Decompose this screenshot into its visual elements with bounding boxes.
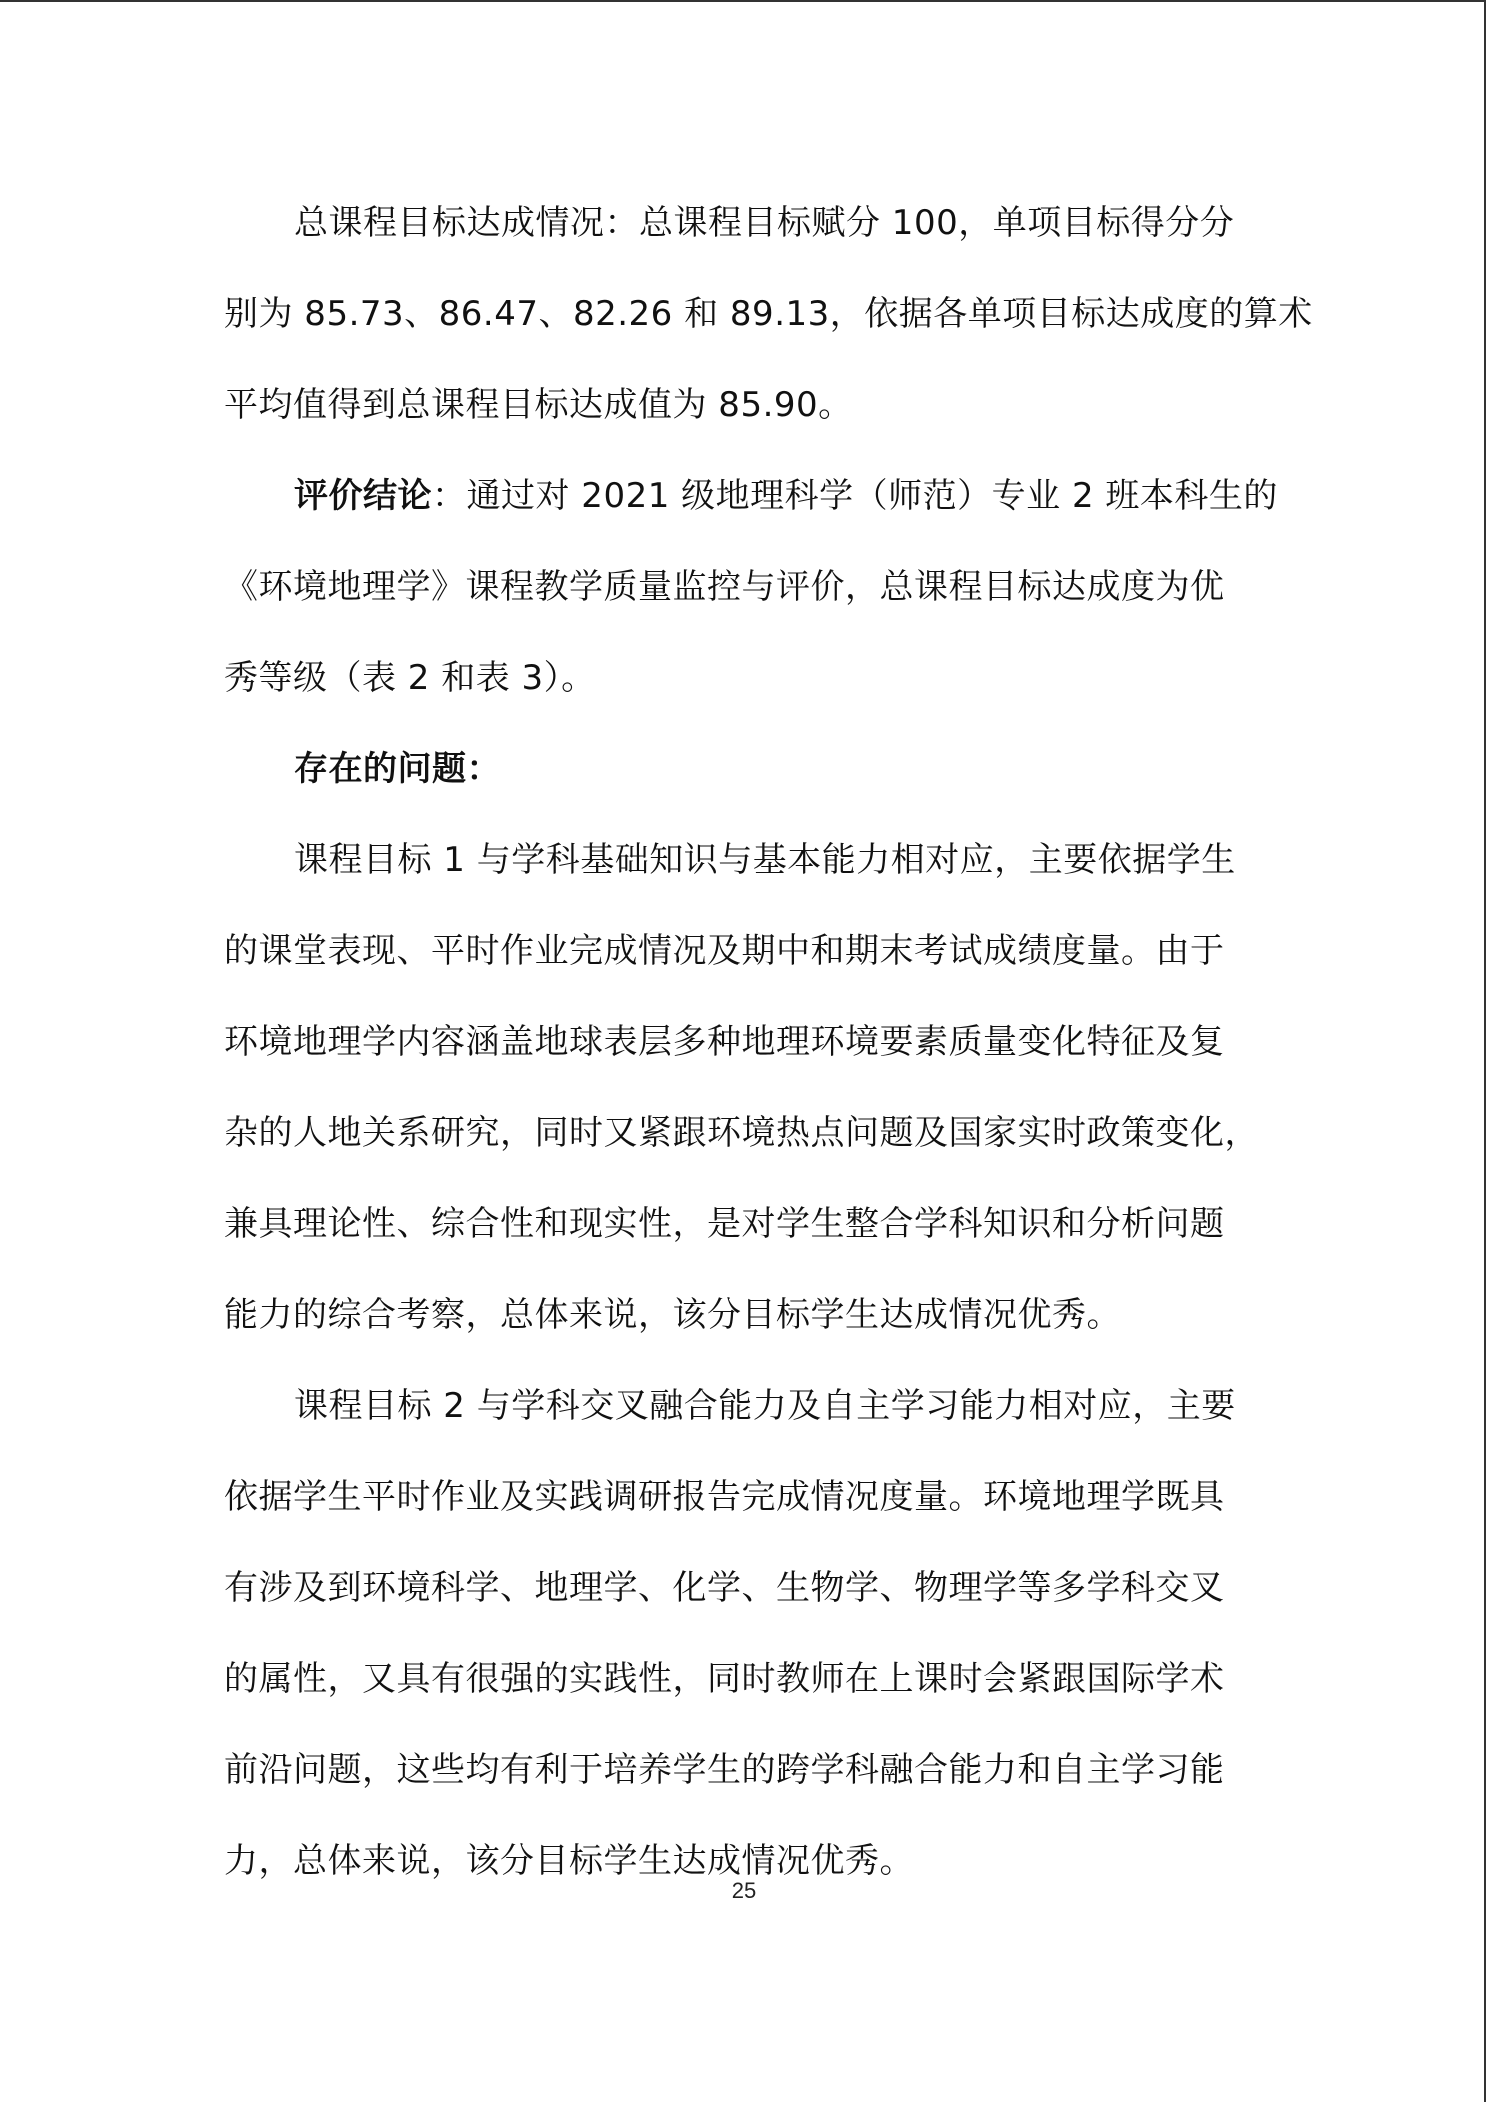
evaluation-conclusion-label: 评价结论 — [294, 476, 432, 516]
text-line: 别为 85.73、86.47、82.26 和 89.13，依据各单项目标达成度的算术 — [224, 294, 1313, 334]
section-heading-problems: 存在的问题： — [294, 749, 501, 789]
text-line: 秀等级（表 2 和表 3）。 — [224, 658, 596, 698]
text-line — [224, 451, 1278, 542]
text-line: 课程目标 1 与学科基础知识与基本能力相对应，主要依据学生 — [294, 840, 1236, 880]
document-body — [224, 178, 1313, 1907]
text-span: ：通过对 2021 级地理科学（师范）专业 2 班本科生的 — [432, 476, 1278, 516]
paragraph-course-goal-1 — [224, 815, 1268, 1361]
text-line: 力，总体来说，该分目标学生达成情况优秀。 — [224, 1841, 914, 1881]
text-line: 能力的综合考察，总体来说，该分目标学生达成情况优秀。 — [224, 1295, 1121, 1335]
paragraph-evaluation-conclusion — [224, 451, 1278, 724]
text-line: 《环境地理学》课程教学质量监控与评价，总课程目标达成度为优 — [224, 567, 1225, 607]
text-line: 课程目标 2 与学科交叉融合能力及自主学习能力相对应，主要 — [294, 1386, 1236, 1426]
text-line: 环境地理学内容涵盖地球表层多种地理环境要素质量变化特征及复 — [224, 1022, 1225, 1062]
text-line: 兼具理论性、综合性和现实性，是对学生整合学科知识和分析问题 — [224, 1204, 1225, 1244]
text-line: 平均值得到总课程目标达成值为 85.90。 — [224, 385, 853, 425]
paragraph-course-goal-summary — [224, 178, 1313, 451]
text-line: 依据学生平时作业及实践调研报告完成情况度量。环境地理学既具 — [224, 1477, 1225, 1517]
text-line: 前沿问题，这些均有利于培养学生的跨学科融合能力和自主学习能 — [224, 1750, 1225, 1790]
text-line: 杂的人地关系研究，同时又紧跟环境热点问题及国家实时政策变化， — [224, 1113, 1259, 1153]
paragraph-course-goal-2 — [224, 1361, 1268, 1907]
text-line: 的属性，又具有很强的实践性，同时教师在上课时会紧跟国际学术 — [224, 1659, 1225, 1699]
text-line: 总课程目标达成情况：总课程目标赋分 100，单项目标得分分 — [294, 203, 1235, 243]
page-number: 25 — [731, 1878, 757, 1903]
text-line: 有涉及到环境科学、地理学、化学、生物学、物理学等多学科交叉 — [224, 1568, 1225, 1608]
text-line: 的课堂表现、平时作业完成情况及期中和期末考试成绩度量。由于 — [224, 931, 1225, 971]
